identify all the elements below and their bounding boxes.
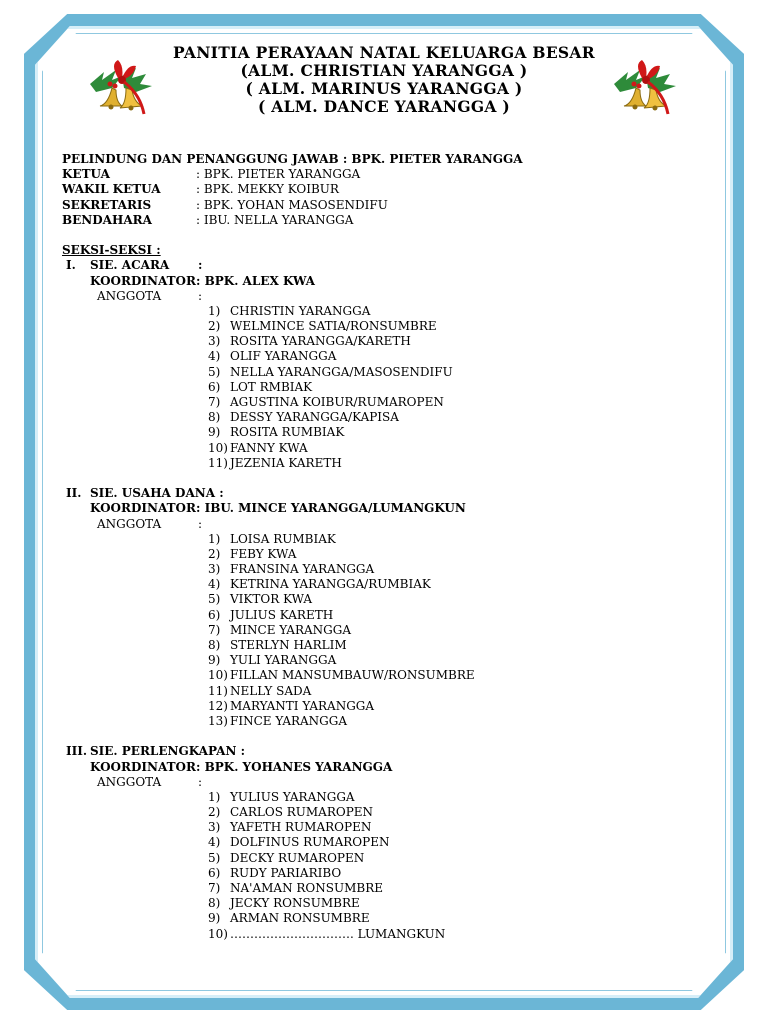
role-label: WAKIL KETUA xyxy=(62,182,161,197)
member-name: YAFETH RUMAROPEN xyxy=(230,820,372,835)
role-label: KETUA xyxy=(62,167,110,182)
patron-line: PELINDUNG DAN PENANGGUNG JAWAB : BPK. PIETER YARANGGA xyxy=(62,152,523,166)
member-number: 5) xyxy=(208,364,221,379)
member-list-item xyxy=(62,927,702,942)
member-number: 11) xyxy=(208,683,228,698)
title-line-4: ( ALM. DANCE YARANGGA ) xyxy=(257,97,511,116)
members-label: ANGGOTA xyxy=(97,774,162,789)
member-name: DESSY YARANGGA/KAPISA xyxy=(230,410,399,425)
member-list-item xyxy=(62,410,702,425)
member-list-item xyxy=(62,304,702,319)
member-list-item xyxy=(62,668,702,683)
section-header xyxy=(62,744,702,759)
leadership-row xyxy=(62,182,702,197)
member-list-item xyxy=(62,319,702,334)
member-number: 9) xyxy=(208,425,221,440)
member-list-item xyxy=(62,532,702,547)
role-value: : BPK. MEKKY KOIBUR xyxy=(196,182,339,197)
section-number: I. xyxy=(66,258,76,273)
role-value: : IBU. NELLA YARANGGA xyxy=(196,212,354,227)
member-name: FINCE YARANGGA xyxy=(230,713,348,728)
coordinator-value: : BPK. YOHANES YARANGGA xyxy=(196,759,393,774)
section-name: SIE. ACARA xyxy=(90,258,170,273)
title-line-1: PANITIA PERAYAAN NATAL KELUARGA BESAR xyxy=(173,43,595,62)
member-name: NA'AMAN RONSUMBRE xyxy=(230,881,384,895)
role-label: SEKRETARIS xyxy=(62,197,152,212)
sections-heading: SEKSI-SEKSI : xyxy=(62,243,161,258)
member-list-item xyxy=(62,441,702,456)
member-name: NELLY SADA xyxy=(230,683,312,698)
member-name: AGUSTINA KOIBUR/RUMAROPEN xyxy=(230,395,444,409)
member-number: 2) xyxy=(208,546,221,561)
member-number: 6) xyxy=(208,607,221,622)
member-name: NELLA YARANGGA/MASOSENDIFU xyxy=(230,364,453,379)
member-name: ROSITA RUMBIAK xyxy=(230,425,345,440)
member-name: MINCE YARANGGA xyxy=(230,622,351,637)
member-list-item xyxy=(62,881,702,896)
section-name: SIE. PERLENGKAPAN : xyxy=(90,744,246,759)
member-number: 10) xyxy=(208,926,228,941)
member-list-item xyxy=(62,334,702,349)
member-name: KETRINA YARANGGA/RUMBIAK xyxy=(230,577,431,592)
member-number: 4) xyxy=(208,835,221,850)
member-number: 4) xyxy=(208,577,221,592)
member-name: …………………………. LUMANGKUN xyxy=(230,926,446,941)
member-list-item xyxy=(62,577,702,592)
section-header xyxy=(62,486,702,501)
section-number: II. xyxy=(66,486,82,501)
members-colon: : xyxy=(198,288,203,303)
member-name: STERLYN HARLIM xyxy=(230,638,347,652)
member-name: MARYANTI YARANGGA xyxy=(230,698,375,713)
member-list-item xyxy=(62,380,702,395)
member-number: 3) xyxy=(208,820,221,835)
member-number: 5) xyxy=(208,850,221,865)
member-list-item xyxy=(62,456,702,471)
member-list-item xyxy=(62,395,702,410)
member-number: 10) xyxy=(208,440,228,455)
document-body xyxy=(62,152,702,942)
member-name: LOISA RUMBIAK xyxy=(230,531,336,546)
section-name: SIE. USAHA DANA : xyxy=(90,486,224,501)
member-number: 13) xyxy=(208,713,228,728)
members-label: ANGGOTA xyxy=(97,288,162,303)
member-name: RUDY PARIARIBO xyxy=(230,865,342,880)
document-title xyxy=(0,44,768,116)
member-list-item xyxy=(62,349,702,364)
member-name: FRANSINA YARANGGA xyxy=(230,562,375,577)
member-list-item xyxy=(62,684,702,699)
role-value: : BPK. PIETER YARANGGA xyxy=(196,167,361,182)
member-number: 8) xyxy=(208,896,221,911)
member-list-item xyxy=(62,623,702,638)
member-list-item xyxy=(62,714,702,729)
member-number: 10) xyxy=(208,668,228,683)
role-value: : BPK. YOHAN MASOSENDIFU xyxy=(196,197,388,212)
section-number: III. xyxy=(66,744,88,759)
member-list-item xyxy=(62,805,702,820)
member-number: 5) xyxy=(208,592,221,607)
member-number: 3) xyxy=(208,562,221,577)
member-number: 8) xyxy=(208,410,221,425)
title-line-3: ( ALM. MARINUS YARANGGA ) xyxy=(245,79,523,98)
member-name: YULI YARANGGA xyxy=(230,653,337,668)
member-number: 2) xyxy=(208,805,221,820)
member-number: 7) xyxy=(208,881,221,895)
member-number: 1) xyxy=(208,531,221,546)
member-name: LOT RMBIAK xyxy=(230,379,313,394)
title-line-2: (ALM. CHRISTIAN YARANGGA ) xyxy=(240,61,528,80)
member-name: JULIUS KARETH xyxy=(230,607,334,622)
members-label-row xyxy=(62,289,702,304)
member-name: FANNY KWA xyxy=(230,440,308,455)
coordinator-value: : IBU. MINCE YARANGGA/LUMANGKUN xyxy=(196,501,466,516)
members-colon: : xyxy=(198,774,203,789)
member-name: VIKTOR KWA xyxy=(230,592,313,607)
member-list-item xyxy=(62,547,702,562)
member-number: 9) xyxy=(208,911,221,926)
member-number: 6) xyxy=(208,379,221,394)
coordinator-row xyxy=(62,274,702,289)
members-colon: : xyxy=(198,516,203,531)
member-number: 11) xyxy=(208,455,228,470)
member-number: 7) xyxy=(208,622,221,637)
member-list-item xyxy=(62,866,702,881)
member-name: JECKY RONSUMBRE xyxy=(230,896,360,911)
member-name: OLIF YARANGGA xyxy=(230,349,337,364)
sections-list xyxy=(62,258,702,941)
member-name: ARMAN RONSUMBRE xyxy=(230,911,370,926)
coordinator-label: KOORDINATOR xyxy=(90,759,196,774)
member-number: 6) xyxy=(208,865,221,880)
coordinator-label: KOORDINATOR xyxy=(90,501,196,516)
member-list-item xyxy=(62,638,702,653)
member-list-item xyxy=(62,820,702,835)
member-list-item xyxy=(62,911,702,926)
member-name: YULIUS YARANGGA xyxy=(230,789,355,804)
member-list-item xyxy=(62,365,702,380)
member-list-item xyxy=(62,608,702,623)
members-label-row xyxy=(62,775,702,790)
section-header xyxy=(62,258,702,273)
members-label-row xyxy=(62,517,702,532)
member-list-item xyxy=(62,851,702,866)
member-number: 12) xyxy=(208,698,228,713)
leadership-row xyxy=(62,213,702,228)
coordinator-row xyxy=(62,760,702,775)
member-list-item xyxy=(62,699,702,714)
member-name: CARLOS RUMAROPEN xyxy=(230,805,374,820)
role-label: BENDAHARA xyxy=(62,212,152,227)
leadership-row xyxy=(62,167,702,182)
member-number: 1) xyxy=(208,789,221,804)
member-list-item xyxy=(62,592,702,607)
member-number: 8) xyxy=(208,638,221,652)
members-label: ANGGOTA xyxy=(97,516,162,531)
member-number: 9) xyxy=(208,653,221,668)
member-name: ROSITA YARANGGA/KARETH xyxy=(230,334,411,349)
member-list-item xyxy=(62,562,702,577)
member-number: 4) xyxy=(208,349,221,364)
member-name: FILLAN MANSUMBAUW/RONSUMBRE xyxy=(230,668,475,683)
member-name: CHRISTIN YARANGGA xyxy=(230,303,371,318)
member-number: 2) xyxy=(208,319,221,334)
member-list-item xyxy=(62,653,702,668)
member-name: WELMINCE SATIA/RONSUMBRE xyxy=(230,319,437,334)
member-name: FEBY KWA xyxy=(230,546,297,561)
member-number: 7) xyxy=(208,395,221,409)
coordinator-value: : BPK. ALEX KWA xyxy=(196,273,315,288)
coordinator-label: KOORDINATOR xyxy=(90,273,196,288)
member-list-item xyxy=(62,425,702,440)
member-list-item xyxy=(62,835,702,850)
member-name: DECKY RUMAROPEN xyxy=(230,850,365,865)
section-colon: : xyxy=(198,258,203,273)
member-number: 3) xyxy=(208,334,221,349)
coordinator-row xyxy=(62,501,702,516)
member-list-item xyxy=(62,790,702,805)
member-name: DOLFINUS RUMAROPEN xyxy=(230,835,390,850)
member-list-item xyxy=(62,896,702,911)
member-name: JEZENIA KARETH xyxy=(230,455,342,470)
member-number: 1) xyxy=(208,303,221,318)
leadership-row xyxy=(62,198,702,213)
